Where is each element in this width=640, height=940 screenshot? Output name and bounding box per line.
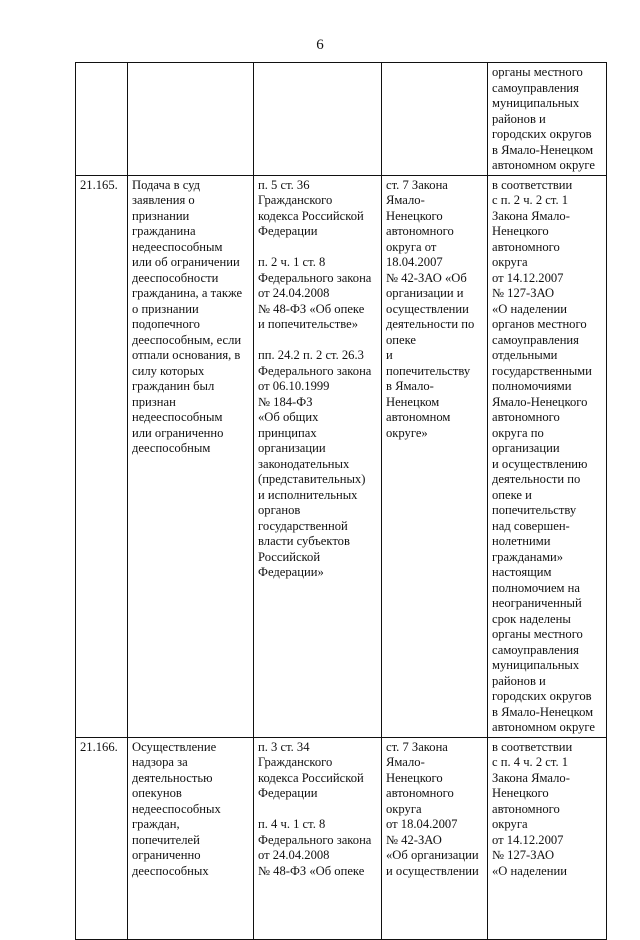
cell-power-description xyxy=(128,63,254,176)
cell-delegation: органы местного самоуправления муниципальных районов и городских округов в Ямало-Ненецком автономном округе xyxy=(488,63,607,176)
cell-regional-law: ст. 7 Закона Ямало- Ненецкого автономного округа от 18.04.2007 № 42-ЗАО «Об организации и осуществлении деятельности по опеке и попечительству в Ямало- Ненецком автономном округе» xyxy=(382,175,488,737)
cell-delegation: в соответствии с п. 4 ч. 2 ст. 1 Закона Ямало- Ненецкого автономного округа от 14.12.2007 № 127-ЗАО «О наделении xyxy=(488,737,607,939)
table-row xyxy=(76,175,607,737)
cell-federal-basis xyxy=(254,63,382,176)
cell-delegation: в соответствии с п. 2 ч. 2 ст. 1 Закона Ямало- Ненецкого автономного округа от 14.12.2007 № 127-ЗАО «О наделении органов местного самоуправления отдельными государственными полномочиями Ямало-Ненецкого автономного округа по организации и осуществлению деятельности по опеке и попечительству над совершен- нолетними гражданами» настоящим полномочием на неограниченный срок наделены органы местного самоуправления муниципальных районов и городских округов в Ямало-Ненецком автономном округе xyxy=(488,175,607,737)
page-number: 6 xyxy=(316,37,324,53)
cell-federal-basis: п. 5 ст. 36 Гражданского кодекса Российской Федерации п. 2 ч. 1 ст. 8 Федерального закона от 24.04.2008 № 48-ФЗ «Об опеке и попечительстве» пп. 24.2 п. 2 ст. 26.3 Федерального закона от 06.10.1999 № 184-ФЗ «Об общих принципах организации законодательных (представительных) и исполнительных органов государственной власти субъектов Российской Федерации» xyxy=(254,175,382,737)
cell-number xyxy=(76,63,128,176)
cell-number: 21.166. xyxy=(76,737,128,939)
table-row xyxy=(76,63,607,176)
cell-federal-basis: п. 3 ст. 34 Гражданского кодекса Российской Федерации п. 4 ч. 1 ст. 8 Федерального закона от 24.04.2008 № 48-ФЗ «Об опеке xyxy=(254,737,382,939)
powers-table xyxy=(75,62,607,940)
cell-regional-law xyxy=(382,63,488,176)
cell-power-description: Подача в суд заявления о признании гражданина недееспособным или об ограничении дееспособности гражданина, а также о признании подопечного дееспособным, если отпали основания, в силу которых гражданин был признан недееспособным или ограниченно дееспособным xyxy=(128,175,254,737)
cell-regional-law: ст. 7 Закона Ямало- Ненецкого автономного округа от 18.04.2007 № 42-ЗАО «Об организации и осуществлении xyxy=(382,737,488,939)
table-row xyxy=(76,737,607,939)
cell-number: 21.165. xyxy=(76,175,128,737)
cell-power-description: Осуществление надзора за деятельностью опекунов недееспособных граждан, попечителей ограниченно дееспособных xyxy=(128,737,254,939)
